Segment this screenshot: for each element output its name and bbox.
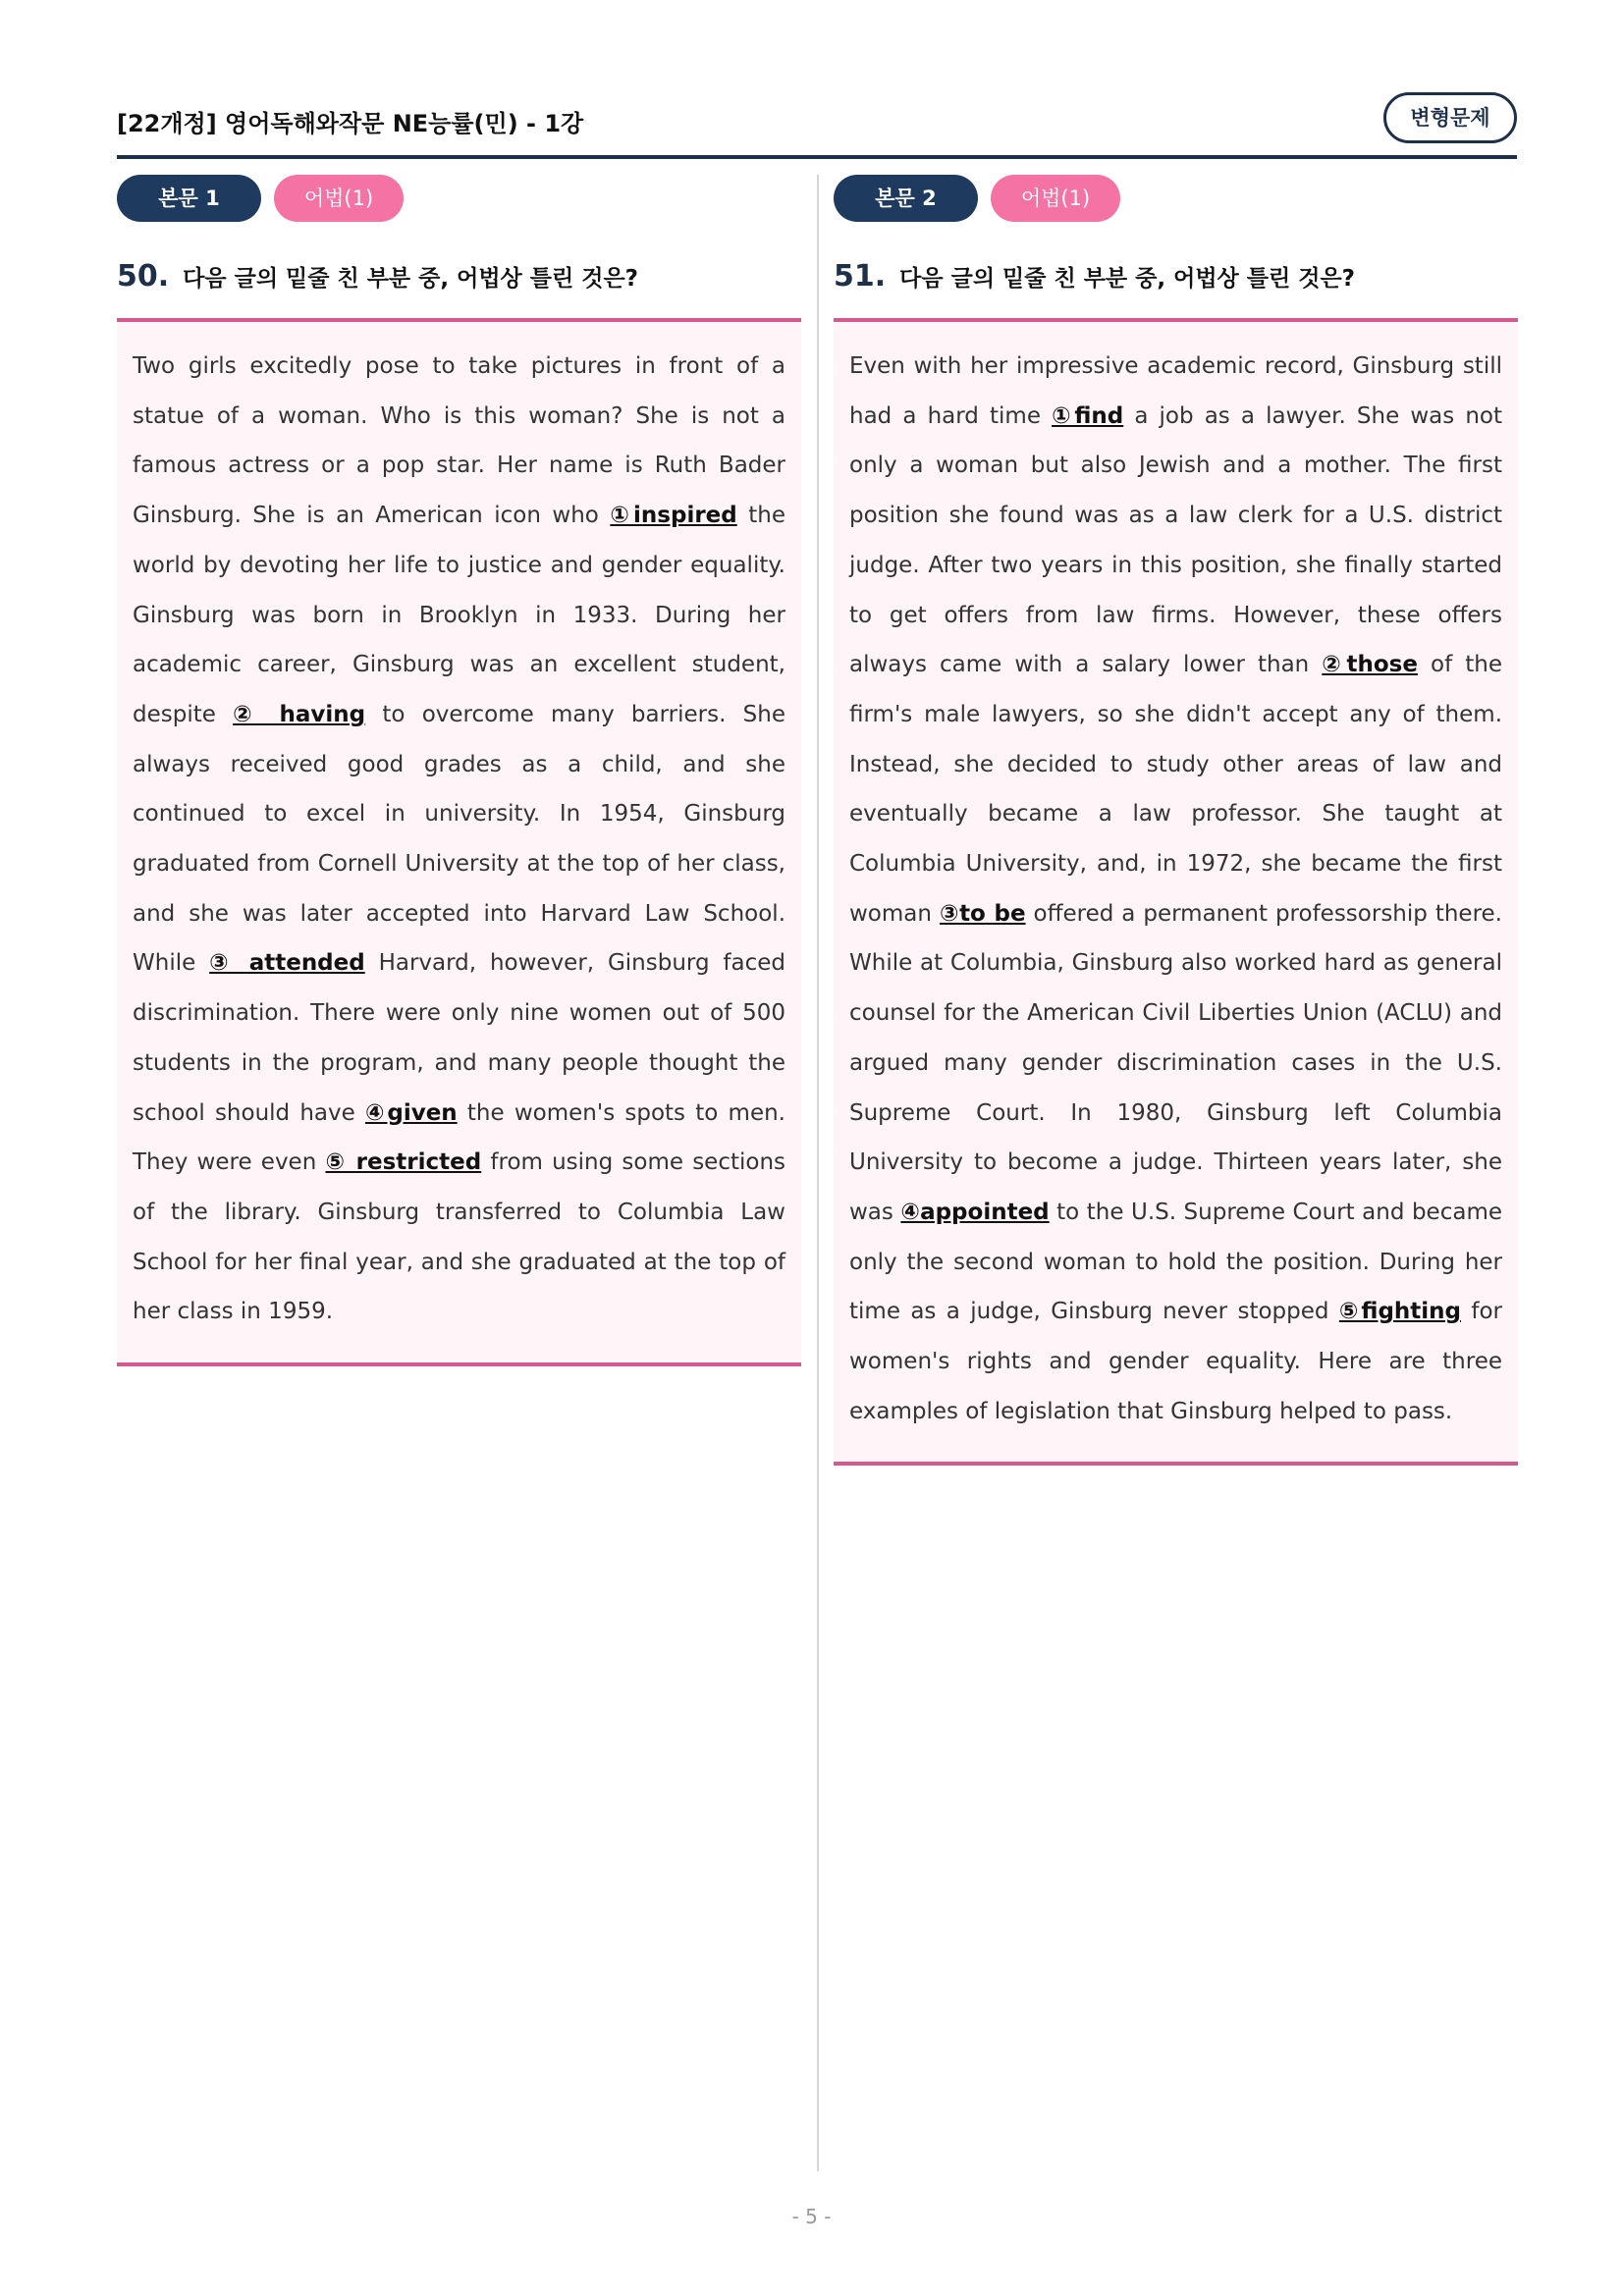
question-column-left	[117, 175, 801, 1366]
document-title: [22개정] 영어독해와작문 NE능률(민) - 1강	[117, 110, 584, 137]
underlined-choice: ④appointed	[900, 1199, 1050, 1225]
question-heading	[834, 259, 1518, 298]
passage-segment: the world by devoting her life to justice and gender equality. Ginsburg was born in Brooklyn in 1933. During her academic career, Ginsburg was an excellent student, despite	[133, 503, 785, 727]
passage-segment: Harvard, however, Ginsburg faced discrimination. There were only nine women out of 500 students in the program, and many people thought the school should have	[133, 950, 785, 1126]
tag-row	[834, 175, 1518, 222]
passage-tag: 본문 1	[117, 175, 261, 222]
underlined-choice: ⑤fighting	[1338, 1299, 1462, 1325]
passage-segment: from using some sections of the library. Ginsburg transferred to Columbia Law School for her final year, and she graduated at the top of her class in 1959.	[133, 1149, 786, 1325]
tag-row	[117, 175, 801, 222]
passage-segment: of the firm's male lawyers, so she didn't accept any of them. Instead, she decided to study other areas of law and eventually became a law professor. She taught at Columbia University, and, in 1972, she became the first woman	[849, 652, 1502, 927]
variant-problem-badge: 변형문제	[1383, 92, 1517, 143]
category-tag: 어법(1)	[991, 175, 1120, 222]
question-text: 다음 글의 밑줄 친 부분 중, 어법상 틀린 것은?	[183, 266, 638, 292]
question-number: 50.	[117, 259, 170, 294]
category-tag: 어법(1)	[274, 175, 404, 222]
passage-box	[117, 318, 801, 1366]
passage-text	[849, 342, 1502, 1436]
question-text: 다음 글의 밑줄 친 부분 중, 어법상 틀린 것은?	[899, 266, 1355, 292]
passage-segment: a job as a lawyer. She was not only a woman but also Jewish and a mother. The first position she found was as a law clerk for a U.S. district judge. After two years in this position, she finally started to get offers from law firms. However, these offers always came with a salary lower than	[849, 402, 1502, 678]
passage-segment: offered a permanent professorship there. While at Columbia, Ginsburg also worked hard as general counsel for the American Civil Liberties Union (ACLU) and argued many gender discrimination cases in the U.S. Supreme Court. In 1980, Ginsburg left Columbia University to become a judge. Thirteen years later, she was	[849, 900, 1502, 1225]
underlined-choice: ⑤ restricted	[325, 1149, 482, 1176]
question-column-right	[834, 175, 1518, 1466]
underlined-choice: ② having	[233, 701, 366, 727]
passage-tag: 본문 2	[834, 175, 978, 222]
passage-segment: to the U.S. Supreme Court and became only the second woman to hold the position. During her time as a judge, Ginsburg never stopped	[849, 1199, 1503, 1325]
underlined-choice: ④given	[365, 1099, 458, 1126]
underlined-choice: ③ attended	[209, 950, 365, 977]
question-number: 51.	[834, 259, 887, 294]
underlined-choice: ②those	[1322, 652, 1418, 678]
underlined-choice: ③to be	[939, 900, 1026, 927]
passage-segment: Even with her impressive academic record, Ginsburg still had a hard time	[849, 353, 1502, 429]
underlined-choice: ①inspired	[610, 503, 737, 529]
page-header	[117, 92, 1517, 159]
question-heading	[117, 259, 801, 298]
passage-segment: Two girls excitedly pose to take pictures in front of a statue of a woman. Who is this woman? She is not a famous actress or a pop star. Her name is Ruth Bader Ginsburg. She is an American icon who	[133, 353, 785, 529]
page-number: - 5 -	[791, 2205, 832, 2228]
passage-text	[133, 342, 785, 1337]
passage-segment: the women's spots to men. They were even	[133, 1099, 785, 1176]
column-divider	[817, 175, 819, 2171]
underlined-choice: ①find	[1052, 402, 1124, 429]
passage-box	[834, 318, 1518, 1466]
passage-segment: to overcome many barriers. She always received good grades as a child, and she continued to excel in university. In 1954, Ginsburg graduated from Cornell University at the top of her class, and she was later accepted into Harvard Law School. While	[133, 701, 785, 977]
passage-segment: for women's rights and gender equality. Here are three examples of legislation that Ginsburg helped to pass.	[849, 1299, 1503, 1424]
